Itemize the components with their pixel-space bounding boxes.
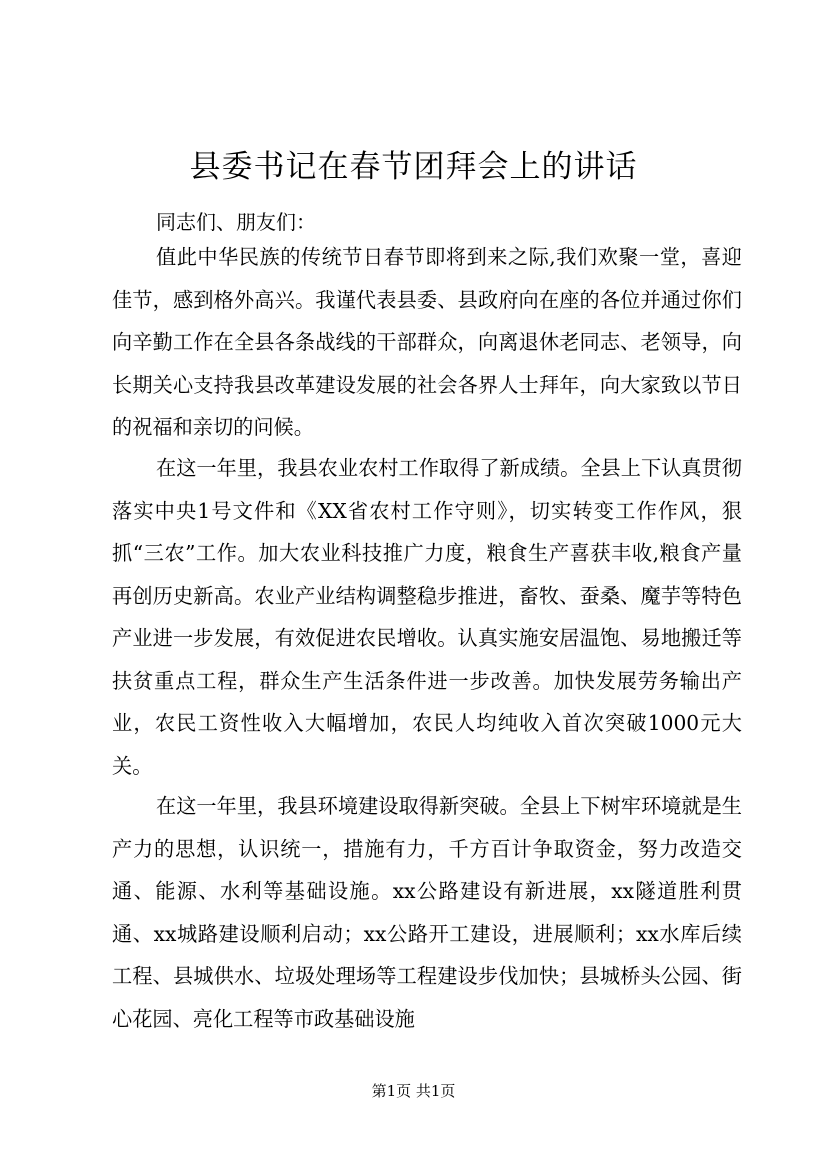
paragraph-1: 值此中华民族的传统节日春节即将到来之际,我们欢聚一堂，喜迎佳节，感到格外高兴。我谨代表县委、县政府向在座的各位并通过你们向辛勤工作在全县各条战线的干部群众，向离退休老同志、老领导，向长期关心支持我县改革建设发展的社会各界人士拜年，向大家致以节日的祝福和亲切的问候。: [112, 245, 742, 439]
salutation: 同志们、朋友们：: [156, 210, 316, 234]
paragraph-2: 在这一年里，我县农业农村工作取得了新成绩。全县上下认真贯彻落实中央1号文件和《XX省农村工作守则》，切实转变工作作风，狠抓“三农”工作。加大农业科技推广力度，粮食生产喜获丰收,粮食产量再创历史新高。农业产业结构调整稳步推进，畜牧、蚕桑、魔芋等特色产业进一步发展，有效促进农民增收。认真实施安居温饱、易地搬迁等扶贫重点工程，群众生产生活条件进一步改善。加快发展劳务输出产业，农民工资性收入大幅增加，农民人均纯收入首次突破1000元大关。: [112, 456, 742, 778]
document-title: 县委书记在春节团拜会上的讲话: [189, 149, 638, 185]
paragraph-3: 在这一年里，我县环境建设取得新突破。全县上下树牢环境就是生产力的思想，认识统一，措施有力，千方百计争取资金，努力改造交通、能源、水利等基础设施。xx公路建设有新进展，xx隧道胜利贯通、xx城路建设顺利启动；xx公路开工建设，进展顺利；xx水库后续工程、县城供水、垃圾处理场等工程建设步伐加快；县城桥头公园、街心花园、亮化工程等市政基础设施: [112, 794, 742, 1031]
page-footer: 第1页 共1页: [371, 1082, 456, 1100]
